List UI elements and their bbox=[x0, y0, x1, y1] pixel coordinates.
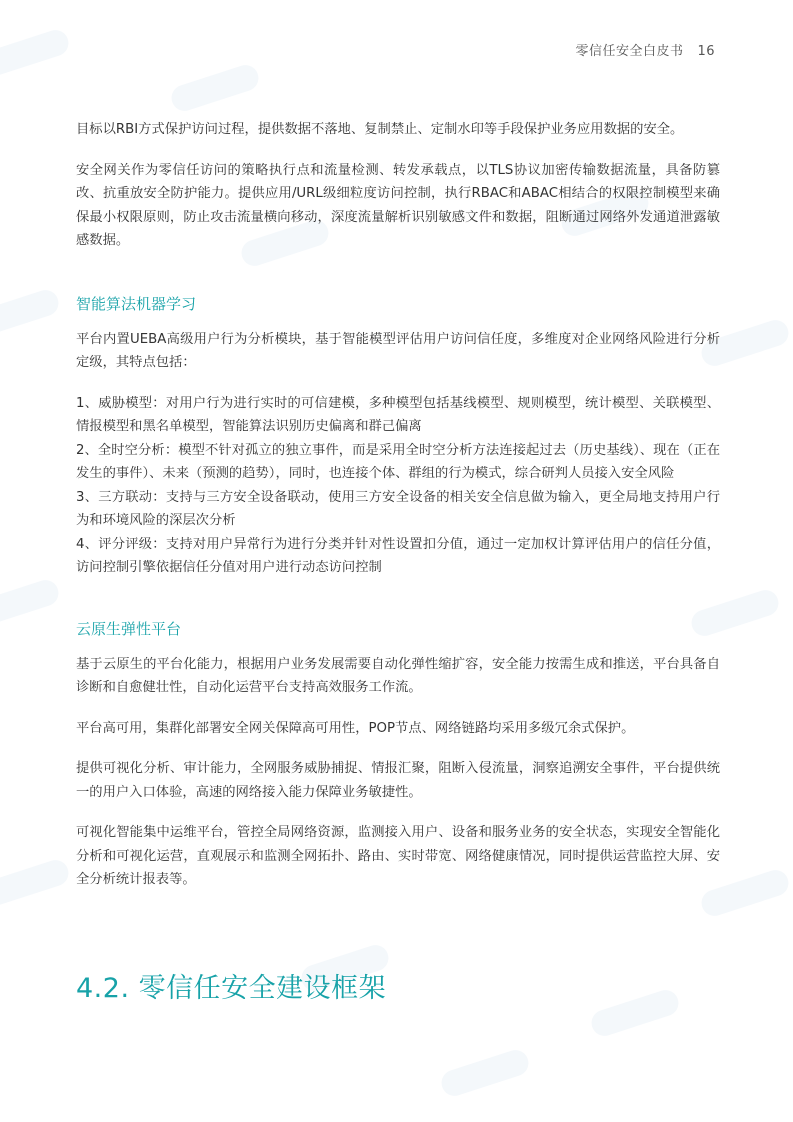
page-content bbox=[76, 118, 720, 909]
page-number: 16 bbox=[697, 44, 715, 59]
watermark-mark bbox=[438, 1047, 532, 1100]
watermark-mark bbox=[168, 62, 262, 115]
paragraph: 基于云原生的平台化能力，根据用户业务发展需要自动化弹性缩扩容，安全能力按需生成和推送，平台具备自诊断和自愈健壮性，自动化运营平台支持高效服务工作流。 bbox=[76, 656, 720, 695]
watermark-mark bbox=[0, 857, 72, 910]
list-item: 1、威胁模型：对用户行为进行实时的可信建模，多种模型包括基线模型、规则模型，统计模型、关联模型、情报模型和黑名单模型，智能算法识别历史偏离和群己偏离 bbox=[76, 395, 720, 434]
section-heading-ai: 智能算法机器学习 bbox=[76, 294, 197, 313]
paragraph: 目标以RBI方式保护访问过程，提供数据不落地、复制禁止、定制水印等手段保护业务应用数据的安全。 bbox=[76, 122, 684, 137]
watermark-mark bbox=[0, 27, 72, 80]
watermark-mark bbox=[0, 577, 62, 630]
feature-list bbox=[76, 392, 720, 580]
paragraph: 可视化智能集中运维平台，管控全局网络资源，监测接入用户、设备和服务业务的安全状态，实现安全智能化分析和可视化运营，直观展示和监测全网拓扑、路由、实时带宽、网络健康情况，同时提供运营监控大屏、安全分析统计报表等。 bbox=[76, 825, 720, 887]
list-item: 4、评分评级：支持对用户异常行为进行分类并针对性设置扣分值，通过一定加权计算评估用户的信任分值，访问控制引擎依据信任分值对用户进行动态访问控制 bbox=[76, 536, 720, 575]
header-title: 零信任安全白皮书 bbox=[575, 44, 684, 59]
paragraph: 安全网关作为零信任访问的策略执行点和流量检测、转发承载点，以TLS协议加密传输数据流量，具备防篡改、抗重放安全防护能力。提供应用/URL级细粒度访问控制，执行RBAC和ABAC相结合的权限控制模型来确保最小权限原则，防止攻击流量横向移动，深度流量解析识别敏感文件和数据，阻断通过网络外发通道泄露敏感数据。 bbox=[76, 162, 720, 248]
paragraph: 提供可视化分析、审计能力，全网服务威胁捕捉、情报汇聚，阻断入侵流量，洞察追溯安全事件，平台提供统一的用户入口体验，高速的网络接入能力保障业务敏捷性。 bbox=[76, 761, 720, 800]
list-item: 2、全时空分析：模型不针对孤立的独立事件，而是采用全时空分析方法连接起过去（历史基线）、现在（正在发生的事件）、未来（预测的趋势），同时，也连接个体、群组的行为模式，综合研判人员接入安全风险 bbox=[76, 442, 720, 481]
paragraph: 平台高可用，集群化部署安全网关保障高可用性，POP节点、网络链路均采用多级冗余式保护。 bbox=[76, 720, 635, 736]
watermark-mark bbox=[588, 987, 682, 1040]
paragraph: 平台内置UEBA高级用户行为分析模块，基于智能模型评估用户访问信任度，多维度对企业网络风险进行分析定级，其特点包括： bbox=[76, 331, 720, 370]
page-header bbox=[575, 40, 715, 59]
chapter-heading: 4.2. 零信任安全建设框架 bbox=[76, 973, 387, 1004]
watermark-mark bbox=[0, 287, 62, 340]
list-item: 3、三方联动：支持与三方安全设备联动，使用三方安全设备的相关安全信息做为输入，更全局地支持用户行为和环境风险的深层次分析 bbox=[76, 489, 720, 528]
section-heading-cloud: 云原生弹性平台 bbox=[76, 619, 182, 638]
